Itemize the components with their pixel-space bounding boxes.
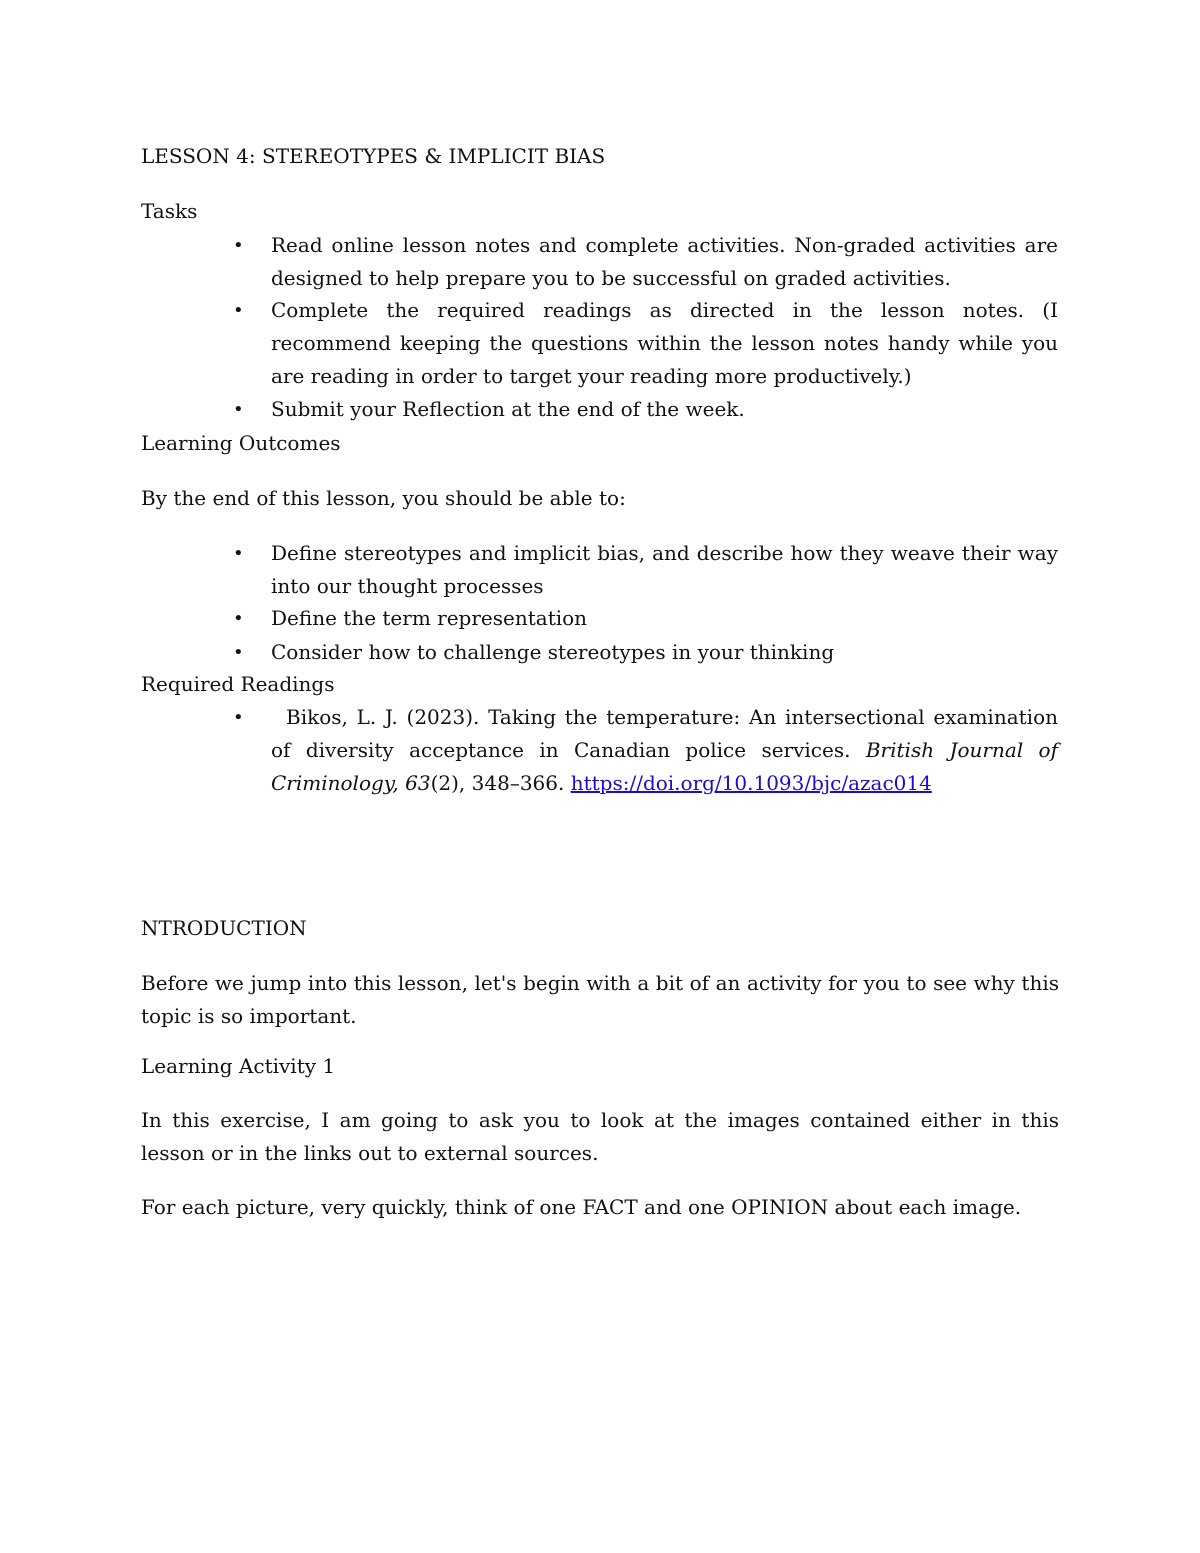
bullet-icon: • — [233, 300, 244, 321]
reading-citation — [271, 701, 1058, 800]
task-item-text: Complete the required readings as directed in the lesson notes. (I recommend keeping the questions within the lesson notes handy while you are reading in order to target your reading more productively.) — [271, 298, 1058, 388]
learning-outcomes-intro: By the end of this lesson, you should be able to: — [141, 486, 626, 510]
learning-outcomes-heading: Learning Outcomes — [141, 431, 341, 455]
required-readings-heading: Required Readings — [141, 672, 335, 696]
activity-paragraph-2: For each picture, very quickly, think of one FACT and one OPINION about each image. — [141, 1195, 1022, 1219]
bullet-icon: • — [233, 235, 244, 256]
task-item-text: Read online lesson notes and complete activities. Non-graded activities are designed to help prepare you to be successful on graded activities. — [271, 233, 1058, 290]
citation-text: Bikos, L. J. (2023). Taking the temperature: An intersectional examination of diversity acceptance in Canadian police services. — [271, 705, 1058, 762]
outcome-item-text: Define stereotypes and implicit bias, and describe how they weave their way into our thought processes — [271, 541, 1058, 598]
doi-link[interactable]: https://doi.org/10.1093/bjc/azac014 — [570, 771, 932, 795]
outcome-item-text: Consider how to challenge stereotypes in your thinking — [271, 640, 835, 664]
activity-paragraph-1: In this exercise, I am going to ask you to look at the images contained either in this lesson or in the links out to external sources. — [141, 1108, 1059, 1165]
introduction-text: Before we jump into this lesson, let's begin with a bit of an activity for you to see why this topic is so important. — [141, 971, 1059, 1028]
citation-issue-pages: (2), 348–366. — [430, 771, 571, 795]
tasks-heading: Tasks — [141, 199, 198, 223]
outcome-item-text: Define the term representation — [271, 606, 588, 630]
introduction-heading: NTRODUCTION — [141, 916, 307, 940]
bullet-icon: • — [233, 399, 244, 420]
bullet-icon: • — [233, 543, 244, 564]
activity-heading: Learning Activity 1 — [141, 1054, 336, 1078]
bullet-icon: • — [233, 608, 244, 629]
bullet-icon: • — [233, 642, 244, 663]
task-item-text: Submit your Reflection at the end of the week. — [271, 397, 745, 421]
lesson-title: LESSON 4: STEREOTYPES & IMPLICIT BIAS — [141, 144, 606, 168]
bullet-icon: • — [233, 707, 244, 728]
citation-journal: British Journal of Criminology, 63 — [271, 738, 1058, 795]
